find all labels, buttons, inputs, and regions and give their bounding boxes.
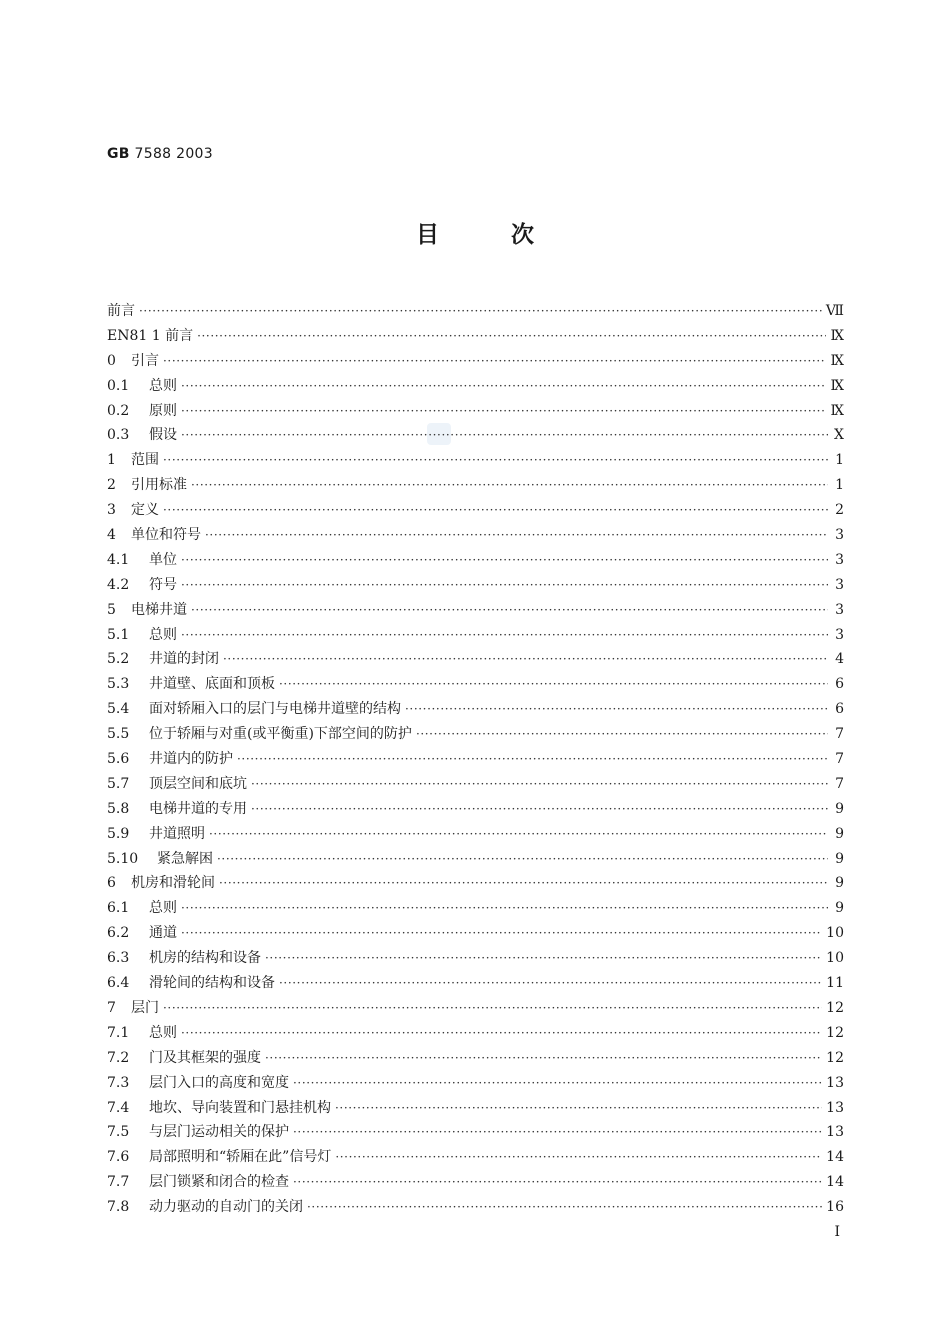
toc-entry-number: 1	[107, 452, 116, 469]
toc-entry-page: 10	[826, 950, 844, 967]
toc-entry-page: 3	[835, 527, 844, 544]
toc-entry-title: 假设	[149, 427, 177, 444]
toc-entry[interactable]	[107, 1022, 844, 1047]
toc-entry-number: 7.4	[107, 1099, 130, 1116]
toc-entry-number: 5.10	[107, 850, 139, 867]
toc-entry[interactable]	[107, 698, 844, 723]
toc-entry[interactable]	[107, 748, 844, 773]
toc-entry-title: 原则	[149, 402, 177, 419]
dot-leader	[181, 1026, 822, 1040]
toc-entry-page: 3	[835, 576, 844, 593]
toc-entry[interactable]	[107, 300, 844, 325]
toc-entry-page: 9	[835, 900, 844, 917]
toc-entry-number: 7.3	[107, 1074, 130, 1091]
toc-entry-title: 局部照明和“轿厢在此”信号灯	[149, 1149, 332, 1166]
dot-leader	[405, 702, 828, 716]
toc-entry-page: 10	[826, 925, 844, 942]
toc-entry[interactable]	[107, 400, 844, 425]
standard-code	[107, 146, 213, 162]
toc-entry-number: 5.3	[107, 676, 130, 693]
toc-entry-title: 电梯井道的专用	[149, 800, 247, 817]
toc-entry-title: 层门锁紧和闭合的检查	[149, 1174, 289, 1191]
toc-entry-number: 5.7	[107, 775, 130, 792]
toc-entry[interactable]	[107, 972, 844, 997]
toc-entry-title: 滑轮间的结构和设备	[149, 975, 275, 992]
toc-entry-number: 3	[107, 502, 116, 519]
table-of-contents	[107, 300, 844, 1221]
toc-entry[interactable]	[107, 1097, 844, 1122]
dot-leader	[181, 379, 826, 393]
toc-entry-page: 13	[826, 1124, 844, 1141]
toc-entry-page: Ⅶ	[825, 303, 844, 319]
toc-entry-number: 7.1	[107, 1024, 130, 1041]
toc-entry-page: 3	[835, 601, 844, 618]
toc-entry[interactable]	[107, 798, 844, 823]
toc-entry-number: 2	[107, 477, 116, 494]
toc-entry-title: 总则	[149, 1024, 177, 1041]
toc-entry[interactable]	[107, 624, 844, 649]
toc-entry-title: 紧急解困	[157, 850, 213, 867]
dot-leader	[217, 852, 828, 866]
toc-entry-title: 单位	[149, 551, 177, 568]
toc-entry-number: 5.8	[107, 800, 130, 817]
toc-entry-page: 14	[826, 1174, 844, 1191]
standard-prefix: GB	[107, 146, 130, 162]
toc-entry-title: 总则	[149, 626, 177, 643]
toc-entry-number: 7	[107, 999, 116, 1016]
toc-entry-number: 6.2	[107, 925, 130, 942]
toc-entry-number: 4	[107, 527, 116, 544]
toc-entry-page: 6	[835, 676, 844, 693]
toc-entry-title: 引言	[131, 352, 159, 369]
toc-entry-number: 6.1	[107, 900, 130, 917]
toc-entry-page: 9	[835, 825, 844, 842]
toc-entry[interactable]	[107, 673, 844, 698]
toc-entry-title: 面对轿厢入口的层门与电梯井道壁的结构	[149, 701, 401, 718]
toc-entry-title: 门及其框架的强度	[149, 1049, 261, 1066]
toc-entry-page: 1	[835, 452, 844, 469]
toc-entry-number: 6.4	[107, 975, 130, 992]
toc-entry-title: 层门入口的高度和宽度	[149, 1074, 289, 1091]
toc-entry-number: 5.9	[107, 825, 130, 842]
toc-entry-page: Ⅸ	[830, 327, 844, 344]
toc-entry-title: 单位和符号	[131, 527, 201, 544]
standard-number: 7588 2003	[134, 146, 213, 162]
toc-entry[interactable]	[107, 997, 844, 1022]
toc-entry-page: 12	[826, 1049, 844, 1066]
toc-entry[interactable]	[107, 823, 844, 848]
toc-entry-page: 7	[835, 775, 844, 792]
toc-entry-page: 12	[826, 1024, 844, 1041]
toc-entry[interactable]	[107, 574, 844, 599]
toc-entry[interactable]	[107, 449, 844, 474]
dot-leader	[181, 901, 828, 915]
dot-leader	[335, 1150, 822, 1164]
dot-leader	[223, 652, 828, 666]
dot-leader	[181, 578, 828, 592]
dot-leader	[163, 503, 828, 517]
page-number: Ⅰ	[834, 1224, 840, 1240]
dot-leader	[197, 329, 826, 343]
toc-entry-number: 7.5	[107, 1124, 130, 1141]
toc-entry-title: EN81 1 前言	[107, 327, 194, 344]
toc-entry[interactable]	[107, 549, 844, 574]
toc-entry-number: 0.1	[107, 377, 130, 394]
dot-leader	[219, 876, 828, 890]
dot-leader	[181, 926, 822, 940]
toc-entry-page: 11	[826, 975, 844, 992]
toc-entry[interactable]	[107, 499, 844, 524]
toc-entry[interactable]	[107, 524, 844, 549]
dot-leader	[251, 802, 828, 816]
toc-entry[interactable]	[107, 723, 844, 748]
dot-leader	[209, 827, 828, 841]
toc-entry-title: 顶层空间和底坑	[149, 775, 247, 792]
dot-leader	[265, 951, 822, 965]
dot-leader	[293, 1125, 822, 1139]
dot-leader	[181, 404, 826, 418]
toc-entry-number: 7.8	[107, 1199, 130, 1216]
toc-entry-title: 井道的封闭	[149, 651, 219, 668]
toc-entry-page: 16	[826, 1199, 844, 1216]
toc-entry-number: 5.6	[107, 751, 130, 768]
toc-entry-page: 2	[835, 502, 844, 519]
dot-leader	[163, 453, 828, 467]
toc-entry-title: 井道照明	[149, 825, 205, 842]
toc-entry-page: 13	[826, 1099, 844, 1116]
toc-entry-title: 井道内的防护	[149, 751, 233, 768]
toc-entry-page: 9	[835, 875, 844, 892]
dot-leader	[181, 428, 828, 442]
toc-entry-title: 井道壁、底面和顶板	[149, 676, 275, 693]
dot-leader	[237, 752, 828, 766]
toc-entry[interactable]	[107, 897, 844, 922]
toc-entry-page: 9	[835, 850, 844, 867]
toc-entry-number: 0.3	[107, 427, 130, 444]
toc-entry-number: 6	[107, 875, 116, 892]
toc-entry-number: 0.2	[107, 402, 130, 419]
toc-entry-number: 5.1	[107, 626, 130, 643]
toc-entry[interactable]	[107, 1121, 844, 1146]
toc-entry-page: 7	[835, 751, 844, 768]
toc-entry-page: 4	[835, 651, 844, 668]
toc-entry-page: 13	[826, 1074, 844, 1091]
dot-leader	[163, 1001, 822, 1015]
toc-entry[interactable]	[107, 922, 844, 947]
toc-entry-page: 1	[835, 477, 844, 494]
toc-entry-number: 0	[107, 352, 116, 369]
toc-entry[interactable]	[107, 375, 844, 400]
toc-entry-title: 机房的结构和设备	[149, 950, 261, 967]
dot-leader	[191, 603, 828, 617]
toc-entry-title: 定义	[131, 502, 159, 519]
dot-leader	[279, 677, 828, 691]
dot-leader	[163, 354, 826, 368]
toc-entry-title: 地坎、导向装置和门悬挂机构	[149, 1099, 331, 1116]
dot-leader	[139, 304, 822, 318]
dot-leader	[293, 1076, 822, 1090]
toc-entry[interactable]	[107, 1047, 844, 1072]
toc-entry-title: 符号	[149, 576, 177, 593]
toc-entry-title: 位于轿厢与对重(或平衡重)下部空间的防护	[149, 726, 412, 743]
toc-entry-page: Ⅹ	[834, 427, 844, 444]
toc-entry-page: 14	[826, 1149, 844, 1166]
toc-entry[interactable]	[107, 424, 844, 449]
dot-leader	[307, 1200, 822, 1214]
toc-entry-title: 引用标准	[131, 477, 187, 494]
toc-entry[interactable]	[107, 648, 844, 673]
toc-entry-title: 通道	[149, 925, 177, 942]
toc-entry[interactable]	[107, 325, 844, 350]
toc-entry-title: 范围	[131, 452, 159, 469]
toc-entry-number: 5.4	[107, 701, 130, 718]
toc-entry-title: 总则	[149, 900, 177, 917]
toc-entry[interactable]	[107, 773, 844, 798]
toc-entry-page: 9	[835, 800, 844, 817]
dot-leader	[191, 478, 828, 492]
toc-entry-page: Ⅸ	[830, 352, 844, 369]
toc-entry-title: 与层门运动相关的保护	[149, 1124, 289, 1141]
toc-entry-title: 层门	[131, 999, 159, 1016]
dot-leader	[205, 528, 828, 542]
toc-entry-number: 5.2	[107, 651, 130, 668]
dot-leader	[265, 1051, 822, 1065]
dot-leader	[181, 553, 828, 567]
toc-entry-page: 12	[826, 999, 844, 1016]
toc-entry-page: 6	[835, 701, 844, 718]
toc-entry-page: 7	[835, 726, 844, 743]
toc-entry[interactable]	[107, 599, 844, 624]
toc-entry[interactable]	[107, 1146, 844, 1171]
dot-leader	[335, 1101, 822, 1115]
toc-entry[interactable]	[107, 1196, 844, 1221]
toc-entry-number: 4.2	[107, 576, 130, 593]
dot-leader	[251, 777, 828, 791]
toc-entry[interactable]	[107, 848, 844, 873]
toc-entry-title: 总则	[149, 377, 177, 394]
toc-entry-number: 4.1	[107, 551, 130, 568]
toc-entry[interactable]	[107, 1171, 844, 1196]
toc-entry[interactable]	[107, 947, 844, 972]
toc-entry[interactable]	[107, 474, 844, 499]
toc-entry[interactable]	[107, 872, 844, 897]
toc-entry[interactable]	[107, 1072, 844, 1097]
toc-entry-title: 电梯井道	[131, 601, 187, 618]
toc-entry-title: 机房和滑轮间	[131, 875, 215, 892]
toc-entry-page: Ⅸ	[830, 377, 844, 394]
toc-entry-number: 6.3	[107, 950, 130, 967]
toc-entry-number: 7.2	[107, 1049, 130, 1066]
toc-entry-number: 5	[107, 601, 116, 618]
toc-entry-title: 前言	[107, 303, 135, 319]
toc-entry-number: 7.7	[107, 1174, 130, 1191]
toc-entry-title: 动力驱动的自动门的关闭	[149, 1199, 303, 1216]
toc-entry-page: 3	[835, 551, 844, 568]
toc-entry-number: 5.5	[107, 726, 130, 743]
toc-entry[interactable]	[107, 350, 844, 375]
dot-leader	[293, 1175, 822, 1189]
dot-leader	[279, 976, 822, 990]
dot-leader	[181, 628, 828, 642]
toc-entry-page: 3	[835, 626, 844, 643]
dot-leader	[416, 727, 828, 741]
toc-entry-page: Ⅸ	[830, 402, 844, 419]
toc-entry-number: 7.6	[107, 1149, 130, 1166]
page-title: 目次	[416, 222, 606, 248]
